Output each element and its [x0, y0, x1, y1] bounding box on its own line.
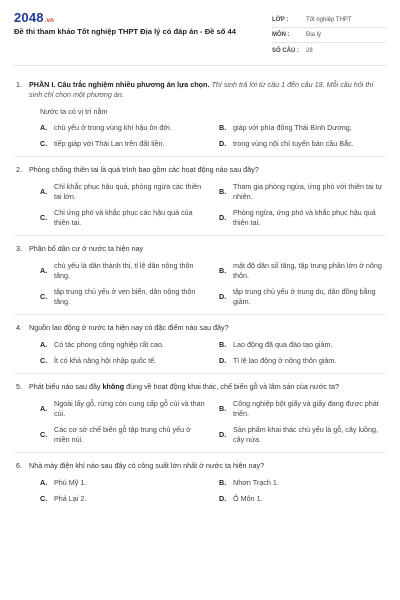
option-text: Lao động đã qua đào tạo giảm. — [233, 340, 333, 349]
question-stem: Nước ta có vị trí nằm — [40, 107, 108, 116]
question-text — [29, 382, 386, 392]
option-letter: C. — [40, 494, 48, 503]
meta-label: SỐ CÂU : — [272, 47, 299, 54]
option-text: tập trung chủ yếu ở ven biển, dân nông thôn tăng. — [54, 287, 196, 306]
option-letter: B. — [219, 123, 227, 132]
option-letter: C. — [40, 213, 48, 222]
option-text: Phú Mỹ 1. — [54, 478, 87, 487]
logo-suffix: .vn — [44, 18, 55, 24]
option-letter: D. — [219, 356, 227, 365]
option-letter: C. — [40, 356, 48, 365]
option-text: Có tác phong công nghiệp rất cao. — [54, 340, 164, 349]
option-letter: C. — [40, 292, 48, 301]
option-text: giáp với phía đông Thái Bình Dương. — [233, 123, 352, 132]
option-b[interactable] — [219, 123, 386, 133]
option-text: tiếp giáp với Thái Lan trên đất liền. — [54, 139, 165, 148]
option-text: Các cơ sở chế biến gỗ tập trung chủ yếu ở miền núi. — [54, 425, 191, 444]
options — [40, 340, 386, 366]
option-text: Phòng ngừa, ứng phó và khắc phục hậu quả thiên tai. — [233, 208, 376, 227]
options — [40, 261, 386, 307]
site-logo[interactable] — [14, 10, 272, 25]
option-text: Chỉ khắc phục hậu quả, phòng ngừa các thiên tai lớn. — [54, 182, 202, 201]
options — [40, 399, 386, 445]
option-letter: D. — [219, 139, 227, 148]
section-instructions: Thí sinh trả lời từ câu 1 đến câu 18. Mỗi câu hỏi thí sinh chỉ chọn một phương án. — [29, 80, 374, 99]
question-list — [14, 66, 386, 511]
option-text: Công nghiệp bột giấy và giấy đang được phát triển. — [233, 399, 379, 418]
question-text: Nguồn lao động ở nước ta hiện nay có đặc điểm nào sau đây? — [29, 323, 229, 332]
option-text: Sản phẩm khai thác chủ yếu là gỗ, cây luồng, cây nứa. — [233, 425, 379, 444]
option-a[interactable] — [40, 399, 207, 419]
option-d[interactable] — [219, 287, 386, 307]
question-line — [14, 80, 386, 100]
meta-value: Địa lý — [306, 32, 322, 38]
question-6 — [14, 461, 386, 511]
option-letter: A. — [40, 266, 48, 275]
question-text: Phòng chống thiên tai là quá trình bao gồm các hoạt động nào sau đây? — [29, 165, 259, 174]
meta-label: MÔN : — [272, 32, 290, 38]
option-text: Chỉ ứng phó và khắc phục các hậu quả của thiên tai. — [54, 208, 193, 227]
option-d[interactable] — [219, 208, 386, 228]
option-c[interactable] — [40, 494, 207, 504]
question-text: Phân bố dân cư ở nước ta hiện nay — [29, 244, 144, 253]
question-number: 5. — [16, 382, 22, 391]
option-letter: A. — [40, 478, 48, 487]
options — [40, 123, 386, 149]
option-letter: A. — [40, 187, 48, 196]
question-number: 1. — [16, 80, 22, 89]
option-letter: D. — [219, 213, 227, 222]
question-4 — [14, 323, 386, 374]
option-b[interactable] — [219, 182, 386, 202]
question-3 — [14, 244, 386, 315]
option-letter: A. — [40, 404, 48, 413]
logo-main: 2048 — [14, 10, 44, 25]
option-c[interactable] — [40, 425, 207, 445]
option-text: Nhơn Trạch 1. — [233, 478, 279, 487]
meta-value: Tốt nghiệp THPT — [306, 17, 352, 23]
meta-row-class — [272, 13, 386, 28]
option-text: Ít có khả năng hội nhập quốc tế. — [54, 356, 157, 365]
question-1 — [14, 80, 386, 157]
meta-row-subject — [272, 28, 386, 43]
option-letter: B. — [219, 266, 227, 275]
option-d[interactable] — [219, 494, 386, 504]
option-b[interactable] — [219, 261, 386, 281]
option-letter: D. — [219, 292, 227, 301]
option-text: chủ yếu là dân thành thị, tỉ lệ dân nông thôn tăng. — [54, 261, 194, 280]
option-letter: C. — [40, 430, 48, 439]
question-text-pre: Phát biểu nào sau đây — [29, 382, 103, 391]
options — [40, 478, 386, 504]
question-line — [14, 323, 386, 333]
question-line — [14, 382, 386, 392]
question-number: 6. — [16, 461, 22, 470]
meta-row-count — [272, 43, 386, 58]
meta-label: LỚP : — [272, 17, 289, 23]
exam-meta — [272, 0, 386, 65]
option-d[interactable] — [219, 139, 386, 149]
option-letter: B. — [219, 187, 227, 196]
option-letter: B. — [219, 404, 227, 413]
option-letter: D. — [219, 430, 227, 439]
option-text: mật độ dân số tăng, tập trung phần lớn ở nông thôn. — [233, 261, 382, 280]
option-a[interactable] — [40, 478, 207, 488]
option-b[interactable] — [219, 478, 386, 488]
option-b[interactable] — [219, 399, 386, 419]
option-a[interactable] — [40, 340, 207, 350]
question-negation: không — [102, 382, 125, 391]
option-text: Tham gia phòng ngừa, ứng phó với thiên tai tự nhiên. — [233, 182, 383, 201]
question-5 — [14, 382, 386, 453]
option-letter: A. — [40, 340, 48, 349]
question-line — [14, 244, 386, 254]
option-b[interactable] — [219, 340, 386, 350]
question-line — [14, 165, 386, 175]
option-c[interactable] — [40, 356, 207, 366]
question-text — [29, 80, 386, 100]
option-text: trong vùng nội chí tuyến bán cầu Bắc. — [233, 139, 354, 148]
question-number: 4. — [16, 323, 22, 332]
question-line — [14, 461, 386, 471]
header-left — [14, 0, 272, 65]
option-a[interactable] — [40, 261, 207, 281]
question-2 — [14, 165, 386, 236]
option-letter: D. — [219, 494, 227, 503]
option-a[interactable] — [40, 123, 207, 133]
section-heading: PHẦN I. Câu trắc nghiệm nhiều phương án lựa chọn. — [29, 80, 210, 89]
exam-title: Đề thi tham khảo Tốt nghiệp THPT Địa lý có đáp án - Đề số 44 — [14, 27, 236, 36]
option-text: chủ yếu ở trong vùng khí hậu ôn đới. — [54, 123, 172, 132]
question-number: 2. — [16, 165, 22, 174]
options — [40, 182, 386, 228]
option-text: tập trung chủ yếu ở trung du, dân đồng bằng giảm. — [233, 287, 376, 306]
option-a[interactable] — [40, 182, 207, 202]
option-letter: B. — [219, 478, 227, 487]
option-text: Ngoài lấy gỗ, rừng còn cung cấp gỗ củi và than củi. — [54, 399, 205, 418]
option-text: Phả Lại 2. — [54, 494, 87, 503]
option-c[interactable] — [40, 139, 207, 149]
option-c[interactable] — [40, 287, 207, 307]
option-letter: B. — [219, 340, 227, 349]
option-letter: C. — [40, 139, 48, 148]
header — [14, 0, 386, 66]
question-text-post: đúng về hoạt động khai thác, chế biến gỗ và lâm sản của nước ta? — [124, 382, 340, 391]
option-text: Tỉ lệ lao động ở nông thôn giảm. — [233, 356, 337, 365]
option-d[interactable] — [219, 356, 386, 366]
question-text: Nhà máy điện khí nào sau đây có công suất lớn nhất ở nước ta hiện nay? — [29, 461, 265, 470]
option-text: Ô Môn 1. — [233, 494, 263, 503]
option-letter: A. — [40, 123, 48, 132]
option-c[interactable] — [40, 208, 207, 228]
meta-value: 28 — [306, 47, 313, 54]
option-d[interactable] — [219, 425, 386, 445]
question-number: 3. — [16, 244, 22, 253]
